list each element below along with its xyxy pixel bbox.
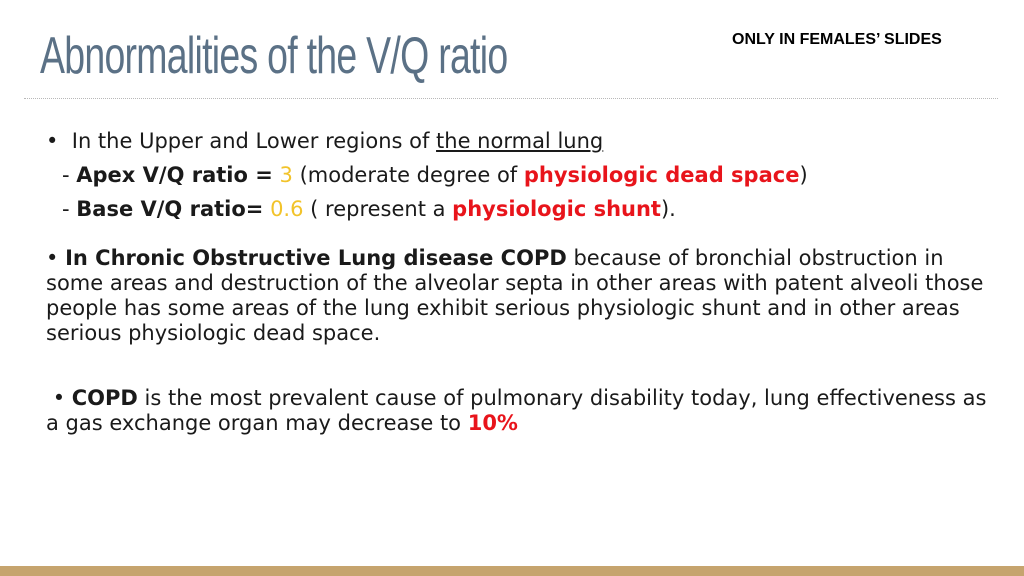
bullet-normal-lung: [46, 124, 996, 158]
copd-percentage: 10%: [467, 411, 518, 435]
apex-pre: (moderate degree of: [299, 163, 524, 187]
copd-heading: In Chronic Obstructive Lung disease COPD: [65, 246, 567, 270]
apex-value: 3: [279, 163, 293, 187]
copd-prevalence-text: is the most prevalent cause of pulmonary disability today, lung effectiveness as a gas exchange organ may decrease to: [46, 386, 987, 435]
apex-highlight: physiologic dead space: [523, 163, 800, 187]
bullet-copd-prevalence: [46, 386, 996, 436]
slide-body: [46, 124, 996, 436]
bullet-dot: •: [52, 386, 66, 410]
normal-lung-underlined: the normal lung: [436, 129, 604, 153]
base-post: ).: [660, 197, 676, 221]
base-dash: -: [62, 197, 77, 221]
normal-lung-intro: In the Upper and Lower regions of: [71, 129, 437, 153]
females-slides-note: ONLY IN FEMALES’ SLIDES: [732, 31, 942, 48]
apex-dash: -: [62, 163, 77, 187]
slide-title: Abnormalities of the V/Q ratio: [40, 27, 508, 85]
bullet-dot: •: [46, 246, 59, 270]
apex-line: [46, 158, 996, 192]
base-value: 0.6: [270, 197, 304, 221]
apex-label: Apex V/Q ratio =: [76, 163, 273, 187]
base-label: Base V/Q ratio=: [76, 197, 264, 221]
copd-explanation: because of bronchial obstruction in some areas and destruction of the alveolar septa in other areas with patent alveoli those people has some areas of the lung exhibit serious physiologic shunt and in other areas serious physiologic dead space.: [46, 246, 984, 345]
bullet-copd-cause: [46, 246, 996, 346]
title-divider: [24, 98, 998, 99]
base-highlight: physiologic shunt: [452, 197, 661, 221]
base-pre: ( represent a: [310, 197, 453, 221]
footer-bar: [0, 566, 1024, 576]
copd-term: COPD: [71, 386, 138, 410]
apex-post: ): [799, 163, 808, 187]
bullet-dot: •: [46, 129, 59, 153]
base-line: [46, 192, 996, 226]
